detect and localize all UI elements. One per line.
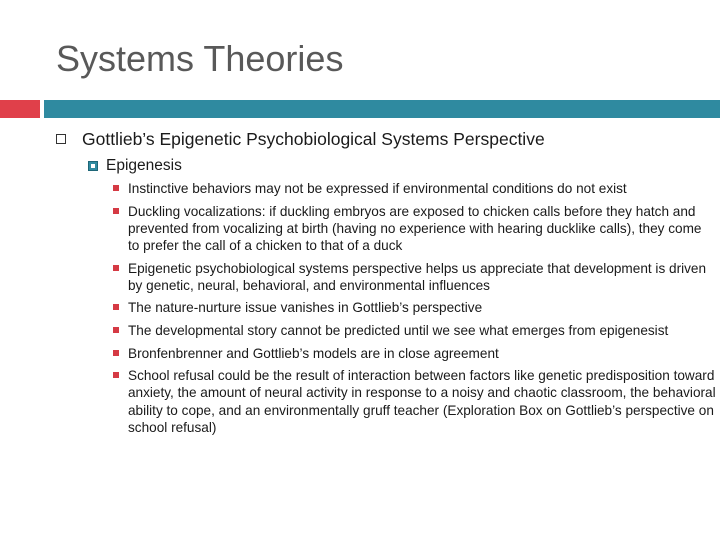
red-square-bullet-icon bbox=[113, 208, 119, 214]
bullet-level1 bbox=[56, 128, 716, 150]
list-item bbox=[56, 260, 716, 294]
slide-title: Systems Theories bbox=[56, 38, 344, 79]
list-item-text: The nature-nurture issue vanishes in Gottlieb’s perspective bbox=[128, 300, 483, 316]
list-item-text: Duckling vocalizations: if duckling embryos are exposed to chicken calls before they hatch and prevented from vocalizing at birth (having no experience with hearing ducklike calls), they come to prefer the call of a chicken to that of a duck bbox=[128, 203, 702, 253]
bullet-level2-text: Epigenesis bbox=[106, 157, 182, 174]
list-item bbox=[56, 180, 716, 197]
red-square-bullet-icon bbox=[113, 372, 119, 378]
square-bullet-icon bbox=[88, 161, 98, 171]
list-item-text: The developmental story cannot be predicted until we see what emerges from epigenesist bbox=[128, 322, 669, 338]
list-item-text: Bronfenbrenner and Gottlieb’s models are in close agreement bbox=[128, 345, 499, 361]
slide-body bbox=[56, 128, 716, 441]
list-item-text: Epigenetic psychobiological systems perspective helps us appreciate that development is driven by genetic, neural, behavioral, and environmental influences bbox=[128, 260, 707, 293]
list-item bbox=[56, 299, 716, 316]
red-square-bullet-icon bbox=[113, 185, 119, 191]
accent-bar-teal bbox=[44, 100, 720, 118]
bullet-level2 bbox=[56, 156, 716, 176]
red-square-bullet-icon bbox=[113, 327, 119, 333]
list-item bbox=[56, 203, 716, 255]
bullet-level1-text: Gottlieb’s Epigenetic Psychobiological Systems Perspective bbox=[82, 129, 545, 149]
bullet-list-level3 bbox=[56, 180, 716, 436]
list-item-text: Instinctive behaviors may not be expressed if environmental conditions do not exist bbox=[128, 181, 627, 196]
accent-bar-red bbox=[0, 100, 40, 118]
red-square-bullet-icon bbox=[113, 350, 119, 356]
list-item-text: School refusal could be the result of interaction between factors like genetic predisposition toward anxiety, the amount of neural activity in response to a noisy and chaotic classroom, the behavioral ability to cope, and an environmentally gruff teacher (Exploration Box on Gottlieb’s perspective on school refusal) bbox=[128, 368, 716, 435]
hollow-square-bullet-icon bbox=[56, 134, 66, 144]
list-item bbox=[56, 345, 716, 362]
red-square-bullet-icon bbox=[113, 304, 119, 310]
red-square-bullet-icon bbox=[113, 265, 119, 271]
list-item bbox=[56, 367, 716, 436]
list-item bbox=[56, 322, 716, 339]
